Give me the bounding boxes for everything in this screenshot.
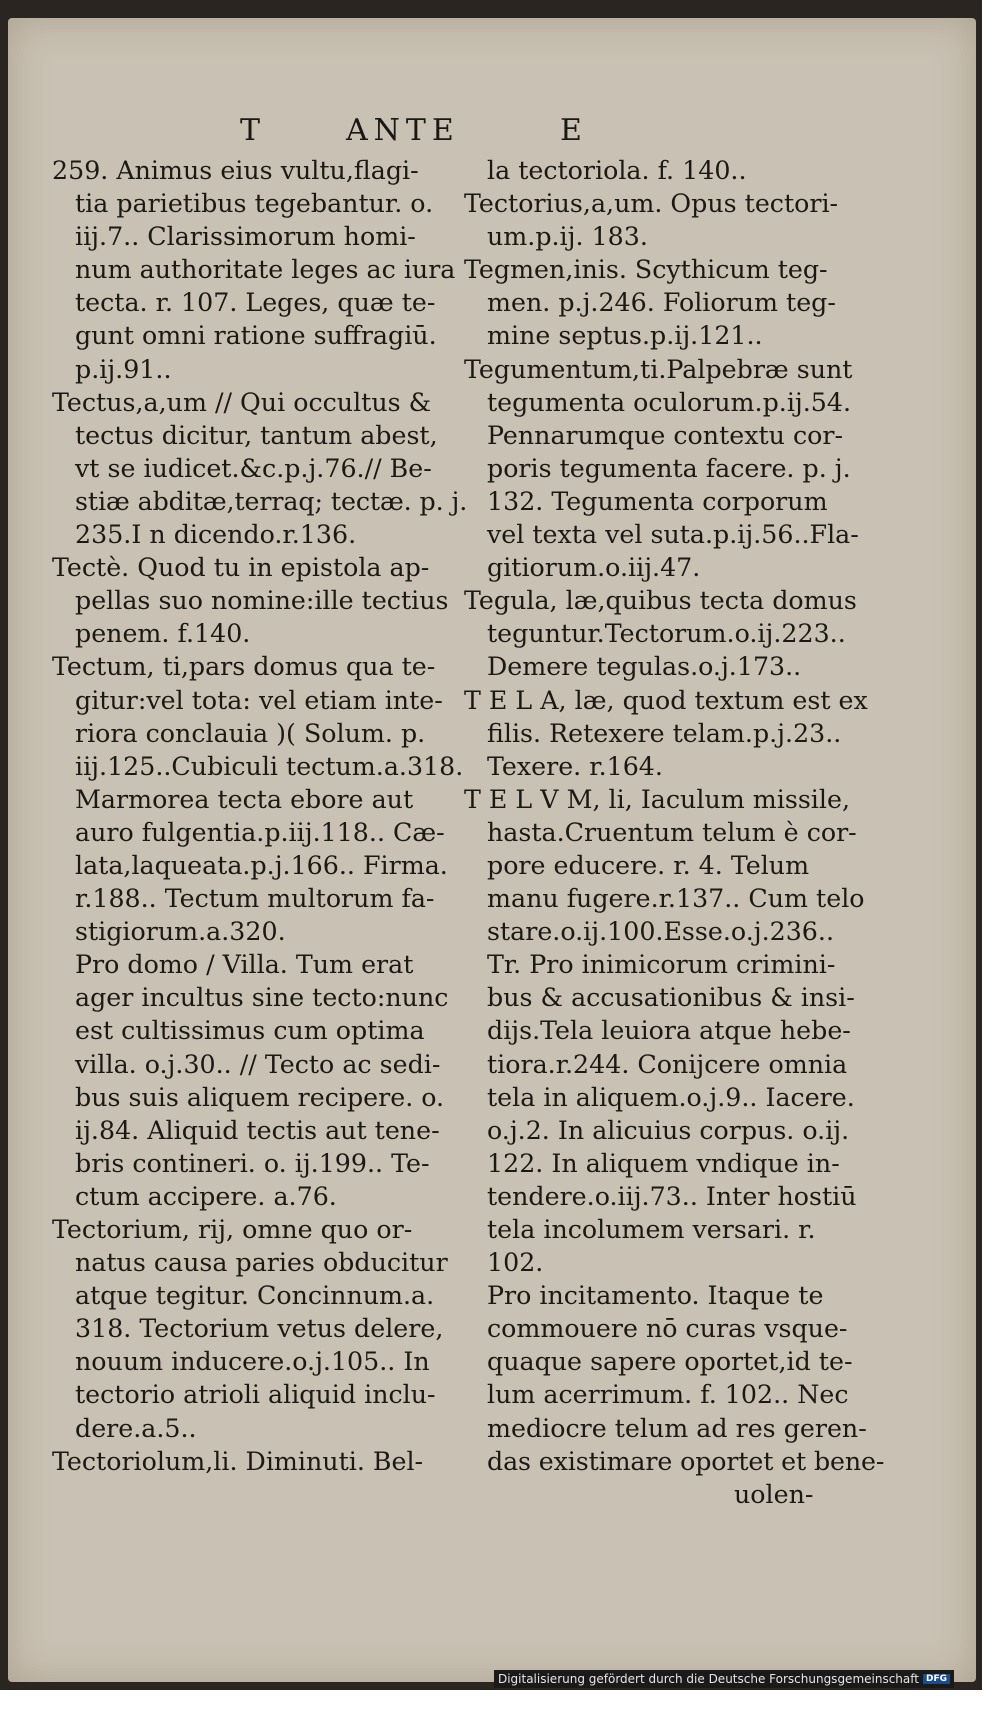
text-line: r.188.. Tectum multorum fa- (75, 884, 435, 914)
left-column (52, 154, 467, 1478)
text-line: pore educere. r. 4. Telum (487, 850, 810, 880)
text-line: filis. Retexere telam.p.j.23.. (487, 718, 842, 748)
text-line: tegumenta oculorum.p.ij.54. (487, 387, 852, 417)
text-line: Tegumentum,ti.Palpebræ sunt (464, 354, 853, 384)
text-line: 259. Animus eius vultu,flagi- (52, 156, 419, 185)
text-line: penem. f.140. (75, 619, 251, 649)
text-line: 132. Tegumenta corporum (487, 486, 828, 516)
text-line: men. p.j.246. Foliorum teg- (487, 288, 836, 318)
text-line: vt se iudicet.&c.p.j.76.// Be- (75, 453, 432, 483)
text-line: um.p.ij. 183. (487, 222, 648, 252)
text-line: gunt omni ratione suffragiū. (75, 321, 437, 351)
text-line: tia parietibus tegebantur. o. (75, 189, 434, 219)
text-line: ctum accipere. a.76. (75, 1181, 337, 1211)
text-line: stigiorum.a.320. (75, 917, 286, 947)
catchword: uolen- (734, 1479, 814, 1509)
book-page (8, 18, 976, 1682)
text-line: 235.I n dicendo.r.136. (75, 520, 357, 550)
text-line: manu fugere.r.137.. Cum telo (487, 884, 865, 914)
text-line: gitur:vel tota: vel etiam inte- (75, 685, 443, 715)
text-line: hasta.Cruentum telum è cor- (487, 817, 857, 847)
text-line: ij.84. Aliquid tectis aut tene- (75, 1115, 440, 1145)
text-line: mediocre telum ad res geren- (487, 1413, 867, 1443)
text-line: stare.o.ij.100.Esse.o.j.236.. (487, 917, 834, 947)
text-line: Pro incitamento. Itaque te (487, 1281, 824, 1311)
text-line: Pro domo / Villa. Tum erat (75, 950, 414, 980)
text-line: 102. (487, 1248, 544, 1278)
text-line: dere.a.5.. (75, 1413, 197, 1443)
text-line: ager incultus sine tecto:nunc (75, 983, 449, 1013)
text-line: Tectus,a,um // Qui occultus & (52, 387, 432, 417)
text-line: commouere nō curas vsque- (487, 1314, 848, 1344)
dfg-logo-icon: DFG (923, 1674, 950, 1684)
text-line: pellas suo nomine:ille tectius (75, 586, 449, 616)
text-line: atque tegitur. Concinnum.a. (75, 1281, 435, 1311)
text-line: tendere.o.iij.73.. Inter hostiū (487, 1181, 857, 1211)
text-line: dijs.Tela leuiora atque hebe- (487, 1016, 851, 1046)
text-line: lum acerrimum. f. 102.. Nec (487, 1380, 849, 1410)
text-line: das existimare oportet et bene- (487, 1446, 885, 1476)
text-line: iij.125..Cubiculi tectum.a.318. (75, 751, 464, 781)
text-line: Tectoriolum,li. Diminuti. Bel- (52, 1446, 424, 1476)
text-line: vel texta vel suta.p.ij.56..Fla- (487, 520, 859, 550)
text-line: Tegmen,inis. Scythicum teg- (464, 255, 828, 285)
running-head-left-letter: T (240, 113, 267, 148)
running-head (8, 113, 976, 153)
text-line: la tectoriola. f. 140.. (487, 156, 747, 185)
text-line: T E L V M, li, Iaculum missile, (464, 784, 850, 814)
text-line: teguntur.Tectorum.o.ij.223.. (487, 619, 846, 649)
text-line: p.ij.91.. (75, 354, 172, 384)
text-line: Demere tegulas.o.j.173.. (487, 652, 802, 682)
text-line: lata,laqueata.p.j.166.. Firma. (75, 850, 448, 880)
text-line: riora conclauia )( Solum. p. (75, 718, 426, 748)
text-line: T E L A, læ, quod textum est ex (464, 685, 868, 715)
text-line: tecta. r. 107. Leges, quæ te- (75, 288, 436, 318)
text-line: Pennarumque contextu cor- (487, 420, 844, 450)
text-line: bris contineri. o. ij.199.. Te- (75, 1148, 430, 1178)
text-line: quaque sapere oportet,id te- (487, 1347, 853, 1377)
text-line: Tectum, ti,pars domus qua te- (52, 652, 436, 682)
text-line: tela in aliquem.o.j.9.. Iacere. (487, 1082, 855, 1112)
text-line: natus causa paries obducitur (75, 1248, 448, 1278)
text-line: villa. o.j.30.. // Tecto ac sedi- (75, 1049, 441, 1079)
text-line: tectus dicitur, tantum abest, (75, 420, 438, 450)
text-line: num authoritate leges ac iura (75, 255, 456, 285)
text-line: iij.7.. Clarissimorum homi- (75, 222, 416, 252)
text-line: est cultissimus cum optima (75, 1016, 425, 1046)
text-line: tiora.r.244. Conijcere omnia (487, 1049, 848, 1079)
text-line: o.j.2. In alicuius corpus. o.ij. (487, 1115, 850, 1145)
digitization-credit (494, 1670, 954, 1688)
text-line: poris tegumenta facere. p. j. (487, 453, 851, 483)
text-line: auro fulgentia.p.iij.118.. Cæ- (75, 817, 445, 847)
text-line: stiæ abditæ,terraq; tectæ. p. j. (75, 486, 468, 516)
text-line: bus suis aliquem recipere. o. (75, 1082, 445, 1112)
text-line: Tegula, læ,quibus tecta domus (464, 586, 857, 616)
text-line: Tectorium, rij, omne quo or- (52, 1215, 413, 1244)
text-line: tela incolumem versari. r. (487, 1215, 816, 1244)
right-column (464, 154, 884, 1511)
text-line: tectorio atrioli aliquid inclu- (75, 1380, 436, 1410)
text-line: Tectè. Quod tu in epistola ap- (52, 553, 430, 583)
text-line: Texere. r.164. (487, 751, 663, 781)
running-head-right-letter: E (560, 113, 588, 148)
text-line: Tr. Pro inimicorum crimini- (487, 950, 836, 980)
text-line: bus & accusationibus & insi- (487, 983, 855, 1013)
text-line: gitiorum.o.iij.47. (487, 553, 701, 583)
text-line: nouum inducere.o.j.105.. In (75, 1347, 430, 1377)
footer-text: Digitalisierung gefördert durch die Deutsche Forschungsgemeinschaft (497, 1672, 919, 1686)
text-line: Marmorea tecta ebore aut (75, 784, 414, 814)
text-line: 318. Tectorium vetus delere, (75, 1314, 444, 1344)
running-head-title: ANTE (346, 113, 460, 148)
text-line: Tectorius,a,um. Opus tectori- (464, 189, 839, 219)
text-line: 122. In aliquem vndique in- (487, 1148, 840, 1178)
text-line: mine septus.p.ij.121.. (487, 321, 763, 351)
